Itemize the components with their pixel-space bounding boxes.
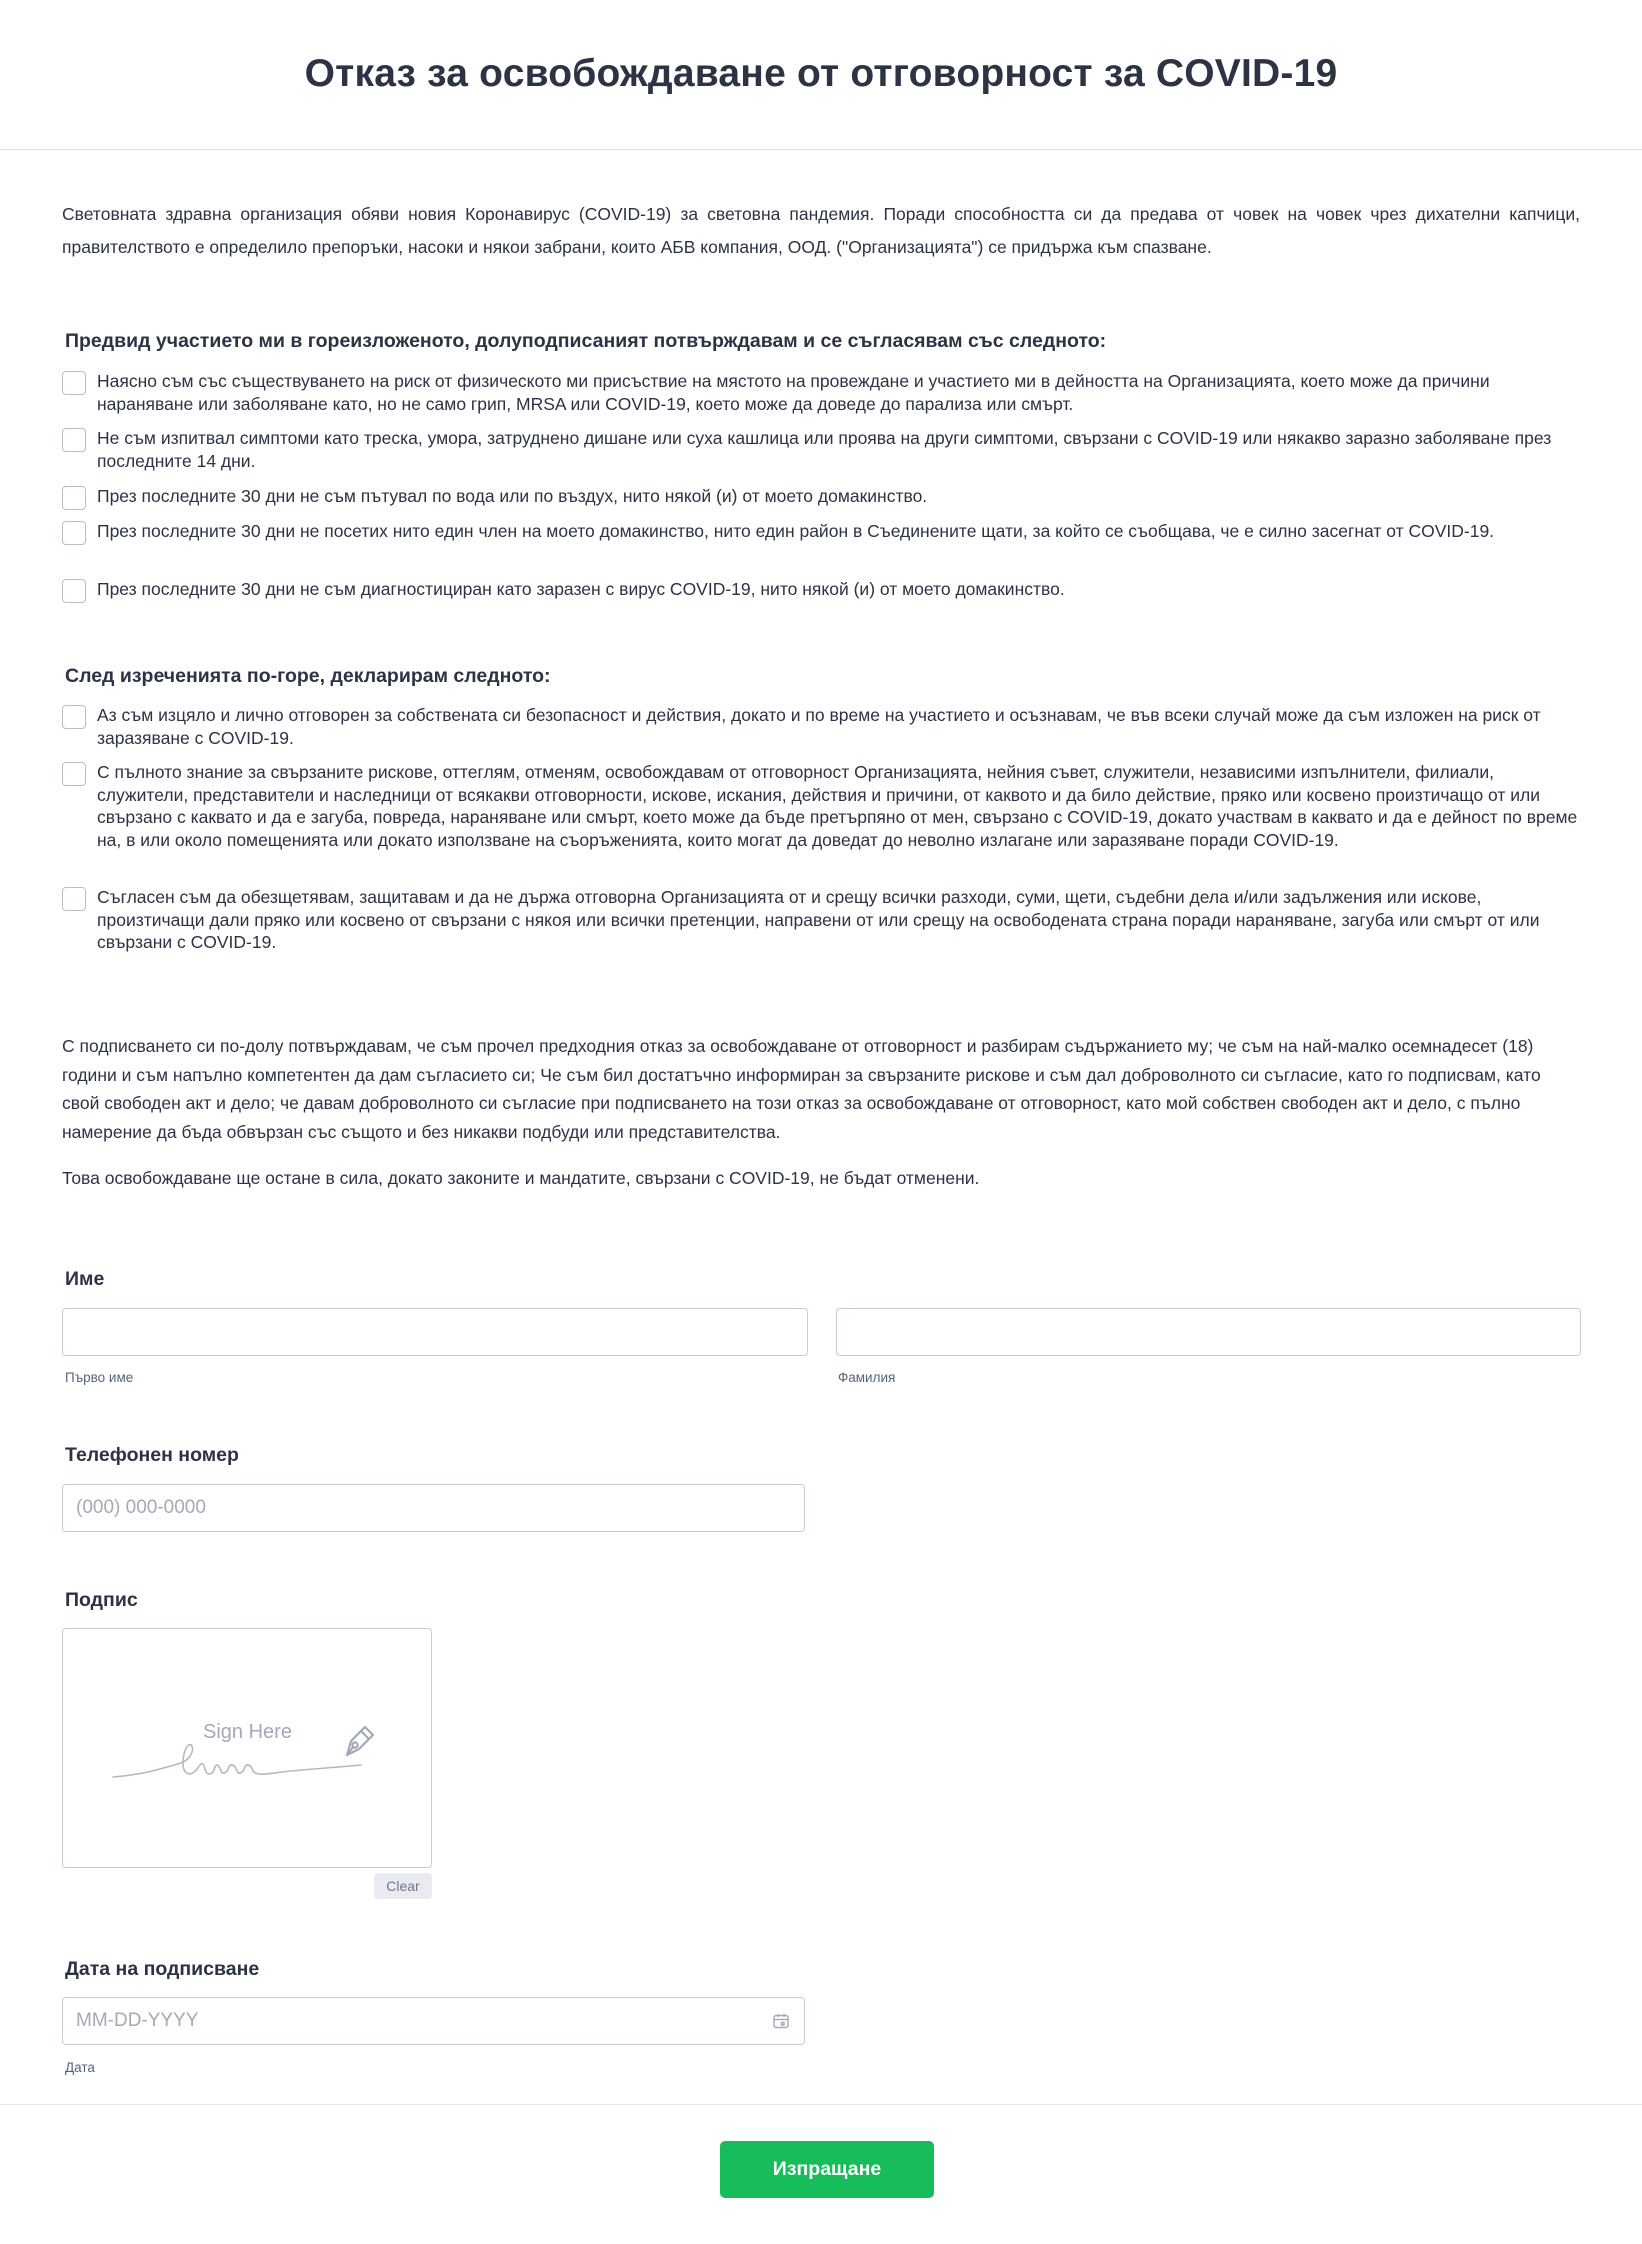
checkbox-item[interactable] [62,520,1582,545]
checkbox[interactable] [62,521,86,545]
consent-paragraph: С подписването си по-долу потвърждавам, че съм прочел предходния отказ за освобождаване от отговорност и разбирам съдържанието му; че съм на най-малко осемнадесет (18) години и съм напълно компетентен да дам съгласието си; Че съм бил достатъчно информиран за свързаните рискове и съм дал доброволното си съгласие, като го подписвам, като свой свободен акт и дело; че давам доброволното си съгласие при подписването на този отказ за освобождаване от отговорност, като мой собствен свободен акт и дело, с пълно намерение да бъда обвързан със същото и без никакви подбуди или представителства. [62,1036,1541,1142]
checkbox-label: През последните 30 дни не съм пътувал по вода или по въздух, нито някой (и) от моето домакинство. [97,486,928,506]
first-name-input[interactable] [62,1308,808,1356]
signature-placeholder: Sign Here [203,1721,292,1743]
checkbox[interactable] [62,705,86,729]
date-label: Дата на подписване [65,1958,260,1980]
calendar-icon[interactable] [772,2012,790,2030]
phone-input[interactable] [62,1484,805,1532]
clear-signature-button[interactable]: Clear [374,1873,432,1899]
checkbox-item[interactable] [62,578,1582,603]
checkbox-item[interactable] [62,427,1582,472]
checkbox-item[interactable] [62,485,1582,510]
checkbox-item[interactable] [62,704,1582,749]
date-sublabel: Дата [65,2060,95,2075]
signature-pad[interactable] [62,1628,432,1868]
signature-label: Подпис [65,1589,138,1611]
pen-nib-icon [339,1721,379,1761]
checkbox-item[interactable] [62,370,1582,415]
checkbox[interactable] [62,428,86,452]
checkbox-item[interactable] [62,761,1582,851]
checkbox[interactable] [62,579,86,603]
last-name-input[interactable] [836,1308,1581,1356]
checkbox[interactable] [62,486,86,510]
name-label: Име [65,1268,105,1290]
checkbox-label: През последните 30 дни не съм диагностициран като заразен с вирус COVID-19, нито някой (и) от моето домакинство. [97,579,1065,599]
section1-title: Предвид участието ми в гореизложеното, долуподписаният потвърждавам и се съгласявам със следното: [65,330,1107,352]
checkbox-label: С пълното знание за свързаните рискове, оттеглям, отменям, освобождавам от отговорност Организацията, нейния съвет, служители, независими изпълнители, филиали, служители, представители и наследници от всякакви отговорности, искове, искания, действия и причини, от каквото и да било действие, пряко или косвено произтичащо от или свързано с каквато и да е загуба, повреда, нараняване или смърт, което може да бъде претърпяно от мен, свързано с COVID-19, докато участвам в каквато и да е дейност по време на, в или около помещенията или докато използване на съоръженията, които могат да доведат до неволно излагане или заразяване поради COVID-19. [97,762,1578,850]
footer-divider [0,2104,1642,2105]
page-title: Отказ за освобождаване от отговорност за COVID-19 [304,51,1338,95]
page-header [0,0,1642,150]
checkbox-label: Не съм изпитвал симптоми като треска, умора, затруднено дишане или суха кашлица или проява на други симптоми, свързани с COVID-19 или някакво заразно заболяване през последните 14 дни. [97,428,1552,471]
checkbox[interactable] [62,371,86,395]
checkbox-label: Наясно съм със съществуването на риск от физическото ми присъствие на мястото на провеждане и участието ми в дейността на Организацията, което може да причини нараняване или заболяване като, но не само грип, MRSA или COVID-19, което може да доведе до парализа или смърт. [97,371,1490,414]
first-name-sublabel: Първо име [65,1370,134,1385]
validity-paragraph: Това освобождаване ще остане в сила, докато законите и мандатите, свързани с COVID-19, не бъдат отменени. [62,1168,980,1188]
checkbox-label: Аз съм изцяло и лично отговорен за собствената си безопасност и действия, докато и по време на участието и осъзнавам, че във всеки случай може да съм изложен на риск от заразяване с COVID-19. [97,705,1541,748]
submit-button[interactable]: Изпращане [720,2141,934,2198]
intro-paragraph: Световната здравна организация обяви новия Коронавирус (COVID-19) за световна пандемия. Поради способността си да предава от човек на човек чрез дихателни капчици, правителството е определило препоръки, насоки и някои забрани, които АБВ компания, ООД. ("Организацията") се придържа към спазване. [62,204,1580,257]
phone-label: Телефонен номер [65,1444,239,1466]
date-input[interactable] [62,1997,805,2045]
checkbox[interactable] [62,762,86,786]
section2-title: След изреченията по-горе, декларирам следното: [65,665,551,687]
checkbox[interactable] [62,887,86,911]
last-name-sublabel: Фамилия [838,1370,896,1385]
checkbox-label: През последните 30 дни не посетих нито един член на моето домакинство, нито един район в Съединените щати, за който се съобщава, че е силно засегнат от COVID-19. [97,521,1495,541]
checkbox-item[interactable] [62,886,1582,954]
checkbox-label: Съгласен съм да обезщетявам, защитавам и да не държа отговорна Организацията от и срещу всички разходи, суми, щети, съдебни дела и/или задължения или искове, произтичащи дали пряко или косвено от свързани с някоя или всички претенции, направени от или срещу на освободената страна поради нараняване, загуба или смърт от или свързани с COVID-19. [97,887,1540,952]
